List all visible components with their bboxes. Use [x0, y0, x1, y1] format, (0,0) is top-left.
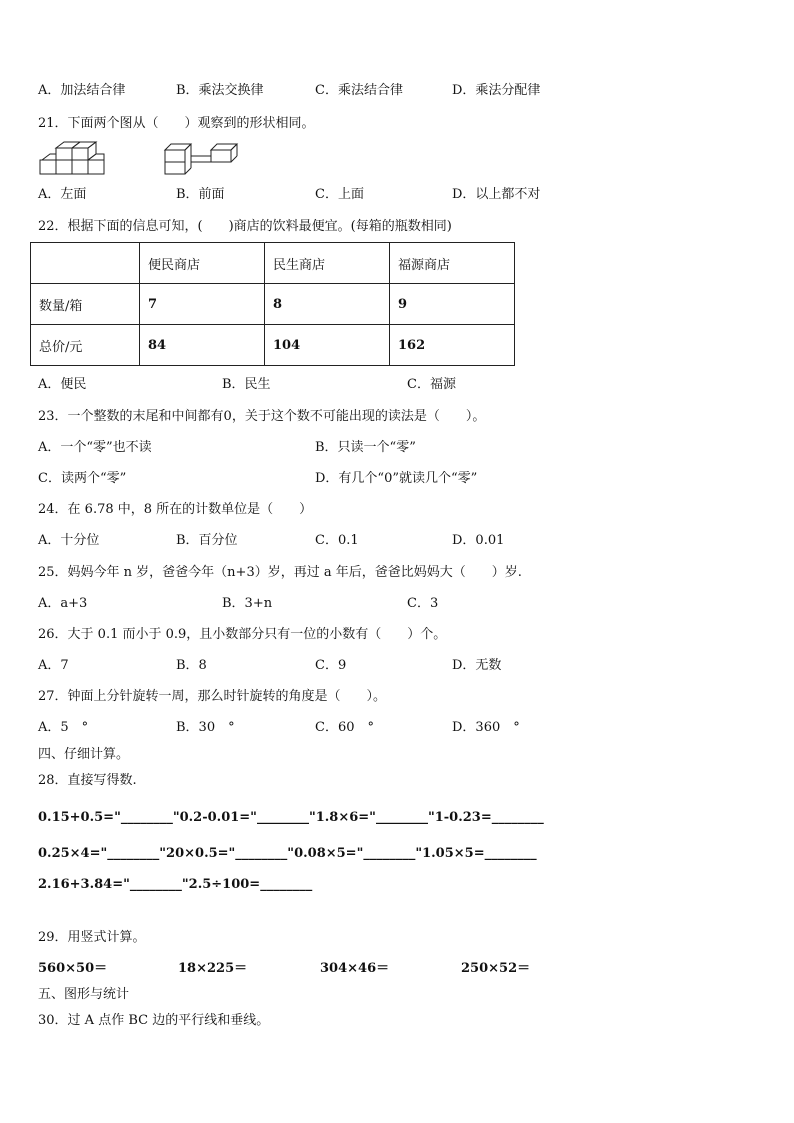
- q29-stem: 29．用竖式计算。: [38, 930, 146, 945]
- q21-option-a: A．左面: [38, 187, 87, 202]
- q28-line-3: 2.16+3.84="________"2.5÷100=________: [38, 877, 313, 892]
- q30-stem: 30．过 A 点作 BC 边的平行线和垂线。: [38, 1013, 270, 1028]
- table-row: [31, 325, 515, 366]
- q26-option-b: B．8: [176, 658, 207, 673]
- section-four-heading: 四、仔细计算。: [38, 747, 130, 762]
- table-cell: 8: [265, 284, 390, 325]
- section-five-heading: 五、图形与统计: [38, 987, 130, 1002]
- q26-stem: 26．大于 0.1 而小于 0.9，且小数部分只有一位的小数有（ ）个。: [38, 627, 447, 642]
- q25-option-b: B．3+n: [222, 596, 273, 611]
- q27-stem: 27．钟面上分针旋转一周，那么时针旋转的角度是（ ）。: [38, 689, 387, 704]
- table-header-cell: 便民商店: [140, 243, 265, 284]
- q23-option-d: D．有几个“0”就读几个“零”: [315, 471, 478, 486]
- q25-stem: 25．妈妈今年 n 岁，爸爸今年（n+3）岁，再过 a 年后，爸爸比妈妈大（ ）岁.: [38, 565, 522, 580]
- q22-option-b: B．民生: [222, 377, 271, 392]
- q21-stem: 21．下面两个图从（ ）观察到的形状相同。: [38, 116, 315, 131]
- q21-option-c: C．上面: [315, 187, 364, 202]
- q25-option-c: C．3: [407, 596, 439, 611]
- table-row-label: 总价/元: [31, 325, 140, 366]
- q20-option-b: B．乘法交换律: [176, 83, 264, 98]
- q20-option-d: D．乘法分配律: [452, 83, 541, 98]
- q26-option-d: D．无数: [452, 658, 502, 673]
- q29-item-2: 18×225＝: [178, 961, 248, 976]
- q22-option-c: C．福源: [407, 377, 456, 392]
- q20-option-c: C．乘法结合律: [315, 83, 403, 98]
- q28-stem: 28．直接写得数.: [38, 773, 137, 788]
- cube-figure-1: [38, 140, 108, 178]
- table-cell: 9: [390, 284, 515, 325]
- q23-option-b: B．只读一个“零”: [315, 440, 416, 455]
- q28-line-1: 0.15+0.5="________"0.2-0.01="________"1.8×6="________"1-0.23=________: [38, 810, 544, 825]
- q24-option-c: C．0.1: [315, 533, 359, 548]
- table-cell: 84: [140, 325, 265, 366]
- q20-option-a: A．加法结合律: [38, 83, 126, 98]
- q24-option-d: D．0.01: [452, 533, 505, 548]
- q29-item-4: 250×52＝: [461, 961, 531, 976]
- q29-item-3: 304×46＝: [320, 961, 390, 976]
- q26-option-c: C．9: [315, 658, 347, 673]
- q27-option-d: D．360 °: [452, 720, 520, 735]
- table-header-row: [31, 243, 515, 284]
- store-price-table: [30, 242, 515, 366]
- q23-stem: 23．一个整数的末尾和中间都有0，关于这个数不可能出现的读法是（ ）。: [38, 409, 486, 424]
- q27-option-c: C．60 °: [315, 720, 374, 735]
- q23-option-c: C．读两个“零”: [38, 471, 127, 486]
- table-header-cell: 民生商店: [265, 243, 390, 284]
- cube-figure-2: [163, 140, 243, 178]
- q27-option-b: B．30 °: [176, 720, 235, 735]
- table-cell: [31, 243, 140, 284]
- q23-option-a: A．一个“零”也不读: [38, 440, 152, 455]
- q22-stem: 22．根据下面的信息可知，( )商店的饮料最便宜。(每箱的瓶数相同): [38, 219, 452, 234]
- table-row: [31, 284, 515, 325]
- q24-stem: 24．在 6.78 中，8 所在的计数单位是（ ）: [38, 502, 313, 517]
- q24-option-b: B．百分位: [176, 533, 238, 548]
- table-cell: 7: [140, 284, 265, 325]
- q22-option-a: A．便民: [38, 377, 87, 392]
- q28-line-2: 0.25×4="________"20×0.5="________"0.08×5="________"1.05×5=________: [38, 846, 537, 861]
- table-cell: 162: [390, 325, 515, 366]
- q21-option-b: B．前面: [176, 187, 225, 202]
- table-row-label: 数量/箱: [31, 284, 140, 325]
- q24-option-a: A．十分位: [38, 533, 100, 548]
- q29-item-1: 560×50＝: [38, 961, 108, 976]
- table-cell: 104: [265, 325, 390, 366]
- q26-option-a: A．7: [38, 658, 69, 673]
- q25-option-a: A．a+3: [38, 596, 88, 611]
- q21-option-d: D．以上都不对: [452, 187, 541, 202]
- q27-option-a: A．5 °: [38, 720, 89, 735]
- table-header-cell: 福源商店: [390, 243, 515, 284]
